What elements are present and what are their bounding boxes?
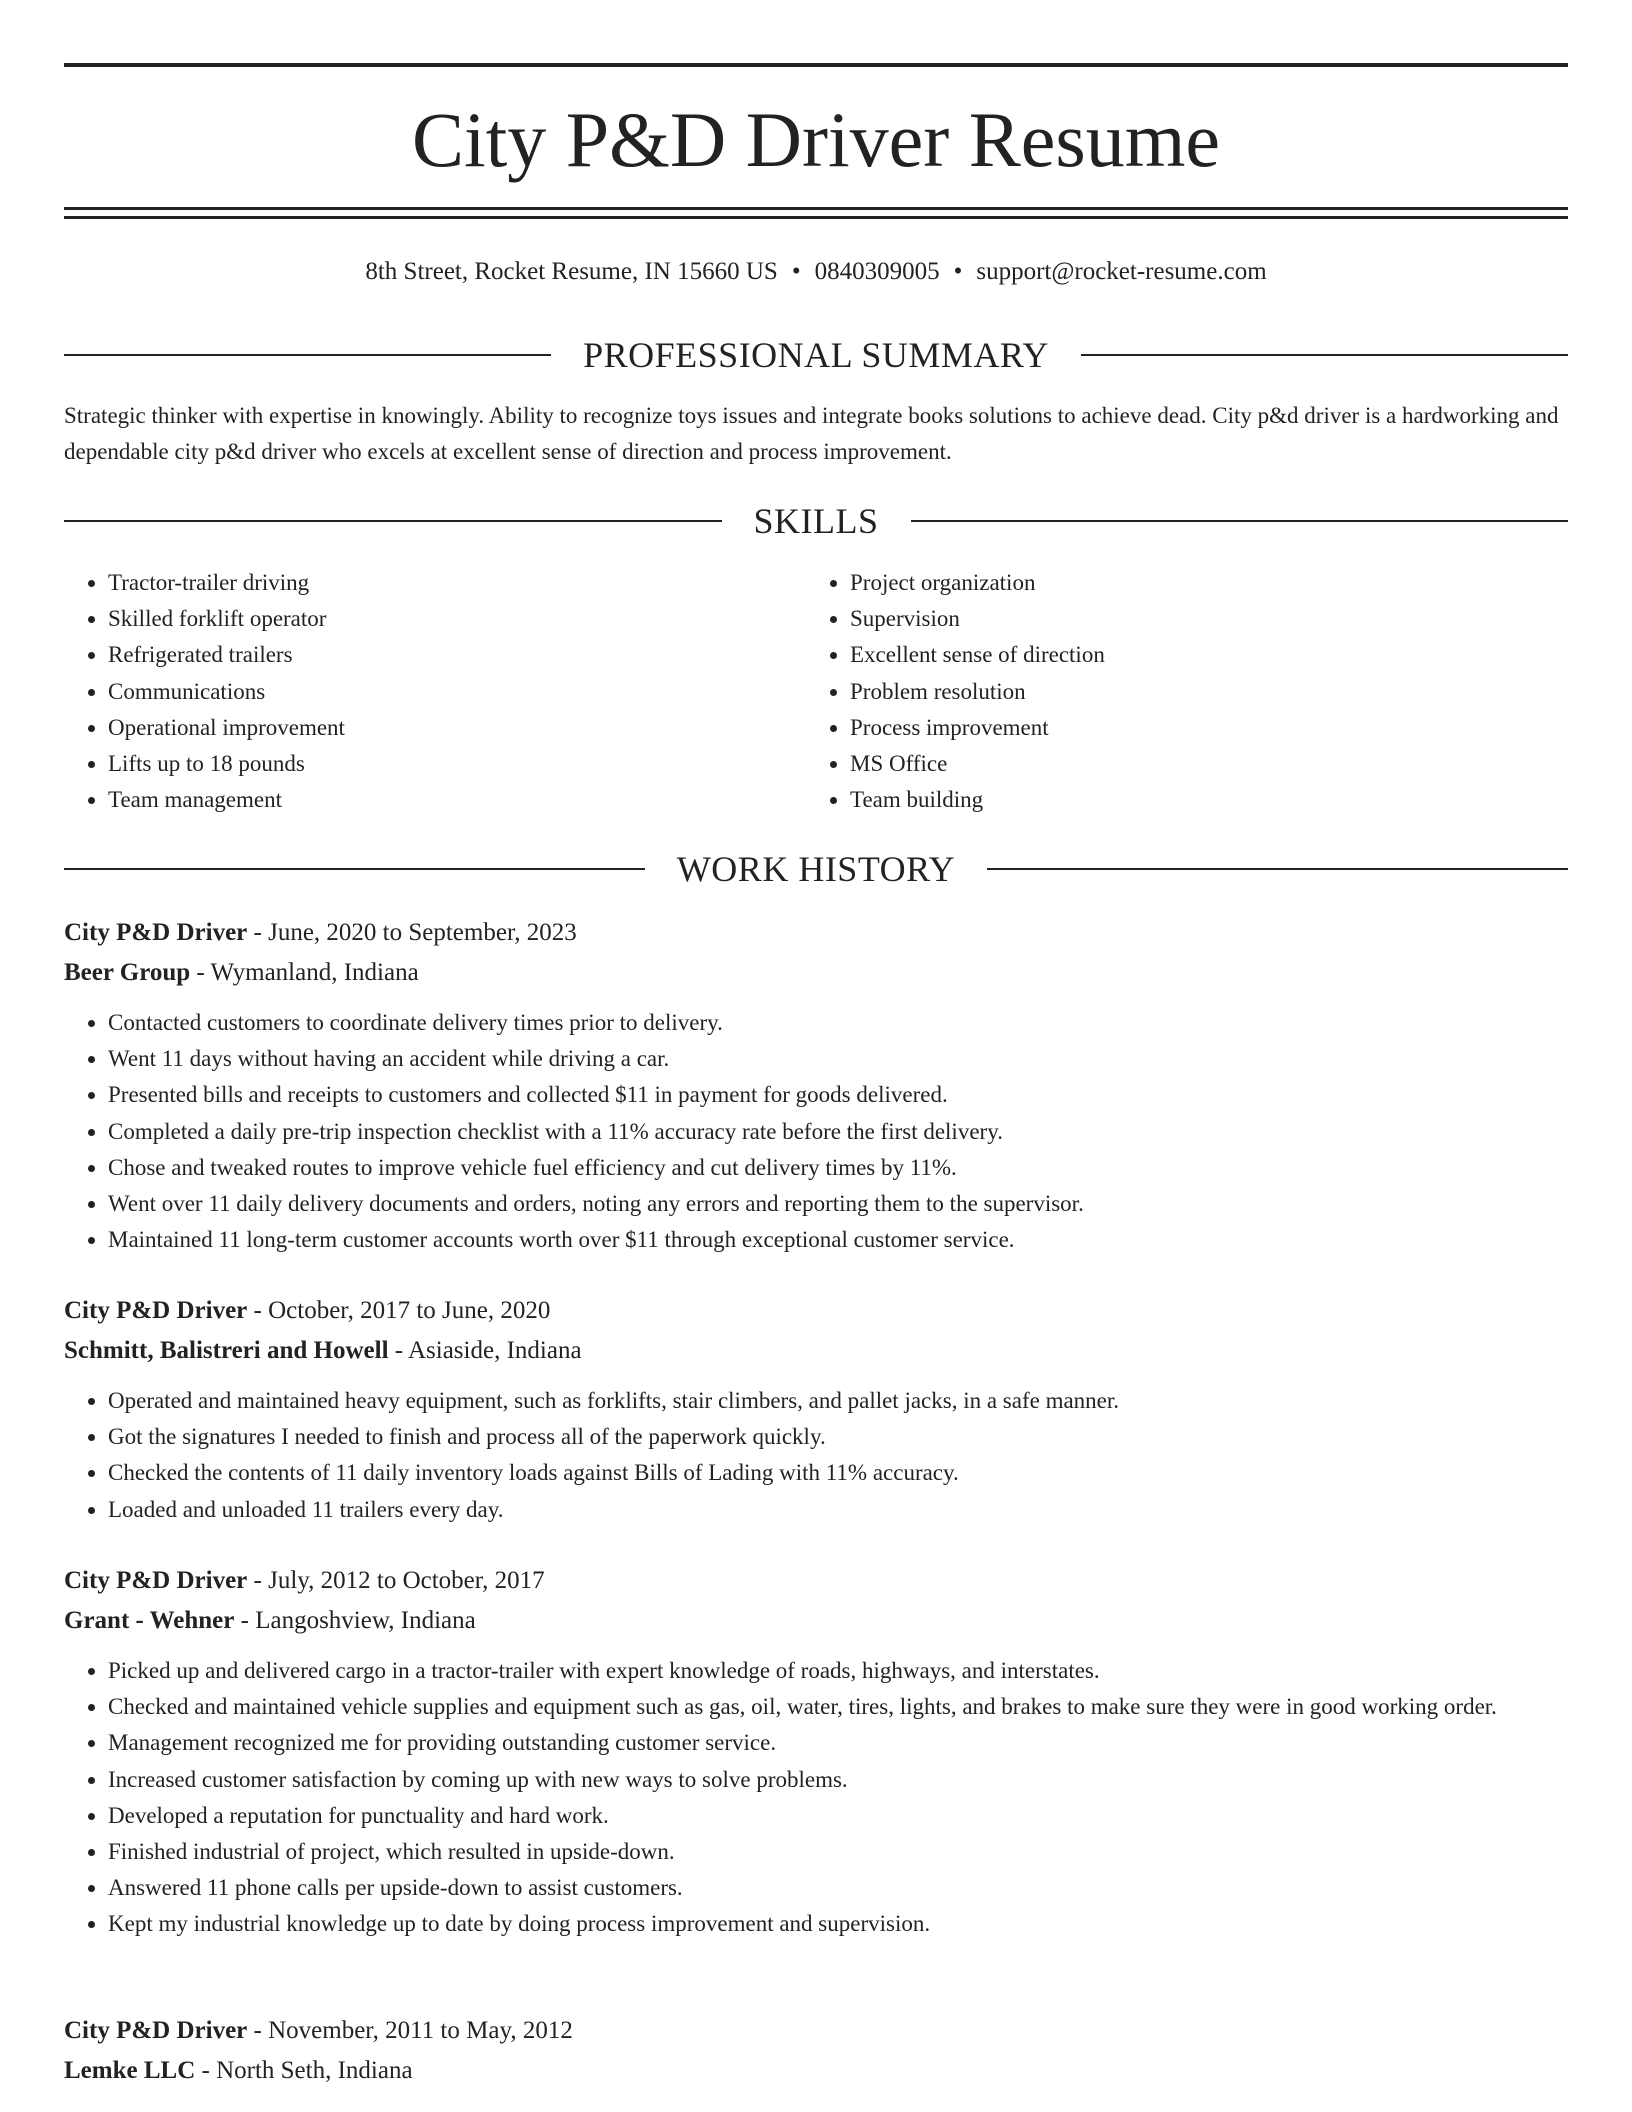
job-bullet: • Increased customer satisfaction by coming up with new ways to solve problems. [108, 1762, 1568, 1798]
skill-item: • Team building [850, 782, 1548, 818]
job-role: City P&D Driver [64, 1567, 248, 1594]
job-bullet: • Loaded and unloaded 11 trailers every day. [108, 1492, 1568, 1528]
job-entry: City P&D Driver - November, 2011 to May, 2012 Lemke LLC - North Seth, Indiana [64, 2017, 573, 2084]
job-bullet: • Contacted customers to coordinate delivery times prior to delivery. [108, 1005, 1568, 1041]
job-bullet: • Operated and maintained heavy equipment, such as forklifts, stair climbers, and pallet jacks, in a safe manner. [108, 1383, 1568, 1419]
job-bullet: • Picked up and delivered cargo in a tractor-trailer with expert knowledge of roads, highways, and interstates. [108, 1653, 1568, 1689]
skill-item: • Supervision [850, 601, 1548, 637]
job-company: Lemke LLC [64, 2057, 196, 2084]
job-bullets [64, 1383, 1568, 1528]
job-bullet: • Kept my industrial knowledge up to date by doing process improvement and supervision. [108, 1906, 1568, 1942]
job-dates: June, 2020 to September, 2023 [268, 919, 577, 946]
work-history-heading [64, 847, 1568, 891]
job-bullet: • Checked the contents of 11 daily inventory loads against Bills of Lading with 11% accuracy. [108, 1455, 1568, 1491]
job-bullet: • Finished industrial of project, which resulted in upside-down. [108, 1834, 1568, 1870]
job-bullets [64, 1653, 1568, 1943]
job-location: Asiaside, Indiana [407, 1337, 582, 1364]
job-bullet: • Chose and tweaked routes to improve vehicle fuel efficiency and cut delivery times by 11%. [108, 1150, 1568, 1186]
skills-list [64, 565, 1568, 818]
job-entry: City P&D Driver - October, 2017 to June, 2020 Schmitt, Balistreri and Howell - Asiaside, Indiana • Operated and maintained heavy equipment, such as forklifts, stair climbers, and pallet jacks, in a safe manner. • Got the signatures I needed to finish and process all of the paperwork quickly. • Checked the contents of 11 daily inventory loads against Bills of Lading with 11% accuracy. • Loaded and unloaded 11 trailers every day. [64, 1291, 1568, 1528]
skills-heading [64, 499, 1568, 543]
job-role: City P&D Driver [64, 2017, 248, 2044]
contact-email[interactable]: support@rocket-resume.com [976, 258, 1267, 285]
skill-item: • Communications [108, 674, 806, 710]
summary-heading-label: PROFESSIONAL SUMMARY [583, 335, 1049, 375]
job-bullet: • Developed a reputation for punctuality and hard work. [108, 1798, 1568, 1834]
job-location: North Seth, Indiana [216, 2057, 413, 2084]
title-double-rule [64, 207, 1568, 219]
job-entry: City P&D Driver - June, 2020 to September, 2023 Beer Group - Wymanland, Indiana • Contacted customers to coordinate delivery times prior to delivery. • Went 11 days without having an accident while driving a car. • Presented bills and receipts to customers and collected $11 in payment for goods delivered. • Completed a daily pre-trip inspection checklist with a 11% accuracy rate before the first delivery. • Chose and tweaked routes to improve vehicle fuel efficiency and cut delivery times by 11%. • Went over 11 daily delivery documents and orders, noting any errors and reporting them to the supervisor. • Maintained 11 long-term customer accounts worth over $11 through exceptional customer service. [64, 913, 1568, 1258]
job-location: Wymanland, Indiana [210, 959, 419, 986]
skill-item: • Process improvement [850, 710, 1548, 746]
job-bullets [64, 1005, 1568, 1258]
work-history-heading-label: WORK HISTORY [676, 849, 956, 889]
job-location: Langoshview, Indiana [255, 1607, 476, 1634]
skills-heading-label: SKILLS [753, 501, 879, 541]
job-entry: City P&D Driver - July, 2012 to October, 2017 Grant - Wehner - Langoshview, Indiana • Picked up and delivered cargo in a tractor-trailer with expert knowledge of roads, highways, and interstates. • Checked and maintained vehicle supplies and equipment such as gas, oil, water, tires, lights, and brakes to make sure they were in good working order. • Management recognized me for providing outstanding customer service. • Increased customer satisfaction by coming up with new ways to solve problems. • Developed a reputation for punctuality and hard work. • Finished industrial of project, which resulted in upside-down. • Answered 11 phone calls per upside-down to assist customers. • Kept my industrial knowledge up to date by doing process improvement and supervision. [64, 1561, 1568, 1943]
skill-item: • Skilled forklift operator [108, 601, 806, 637]
skill-item: • Tractor-trailer driving [108, 565, 806, 601]
resume-title: City P&D Driver Resume [411, 96, 1221, 183]
skill-item: • Team management [108, 782, 806, 818]
job-bullet: • Answered 11 phone calls per upside-down to assist customers. [108, 1870, 1568, 1906]
job-company: Grant - Wehner [64, 1607, 235, 1634]
skill-item: • Refrigerated trailers [108, 637, 806, 673]
job-dates: November, 2011 to May, 2012 [268, 2017, 573, 2044]
contact-line [64, 252, 1568, 292]
job-role: City P&D Driver [64, 1297, 248, 1324]
skill-item: • Project organization [850, 565, 1548, 601]
summary-heading [64, 333, 1568, 377]
skills-column-left [64, 565, 806, 818]
job-bullet: • Completed a daily pre-trip inspection checklist with a 11% accuracy rate before the first delivery. [108, 1114, 1568, 1150]
job-company: Beer Group [64, 959, 191, 986]
job-role: City P&D Driver [64, 919, 248, 946]
skill-item: • Lifts up to 18 pounds [108, 746, 806, 782]
job-dates: July, 2012 to October, 2017 [268, 1567, 545, 1594]
contact-address: 8th Street, Rocket Resume, IN 15660 US [365, 258, 778, 285]
job-company: Schmitt, Balistreri and Howell [64, 1337, 389, 1364]
skill-item: • Problem resolution [850, 674, 1548, 710]
skill-item: • MS Office [850, 746, 1548, 782]
skills-column-right [806, 565, 1548, 818]
skill-item: • Operational improvement [108, 710, 806, 746]
job-dates: October, 2017 to June, 2020 [268, 1297, 551, 1324]
job-bullet: • Presented bills and receipts to customers and collected $11 in payment for goods delivered. [108, 1077, 1568, 1113]
job-bullet: • Management recognized me for providing outstanding customer service. [108, 1725, 1568, 1761]
top-rule [64, 63, 1568, 67]
job-bullet: • Got the signatures I needed to finish and process all of the paperwork quickly. [108, 1419, 1568, 1455]
summary-text: Strategic thinker with expertise in knowingly. Ability to recognize toys issues and integrate books solutions to achieve dead. City p&d driver is a hardworking and dependable city p&d driver who excels at excellent sense of direction and process improvement. [64, 403, 1559, 464]
job-bullet: • Went over 11 daily delivery documents and orders, noting any errors and reporting them to the supervisor. [108, 1186, 1568, 1222]
contact-separator: • [791, 258, 801, 285]
job-bullet: • Went 11 days without having an accident while driving a car. [108, 1041, 1568, 1077]
job-bullet: • Checked and maintained vehicle supplies and equipment such as gas, oil, water, tires, lights, and brakes to make sure they were in good working order. [108, 1689, 1568, 1725]
contact-separator: • [953, 258, 963, 285]
contact-phone: 0840309005 [814, 258, 940, 285]
job-bullet: • Maintained 11 long-term customer accounts worth over $11 through exceptional customer service. [108, 1222, 1568, 1258]
skill-item: • Excellent sense of direction [850, 637, 1548, 673]
